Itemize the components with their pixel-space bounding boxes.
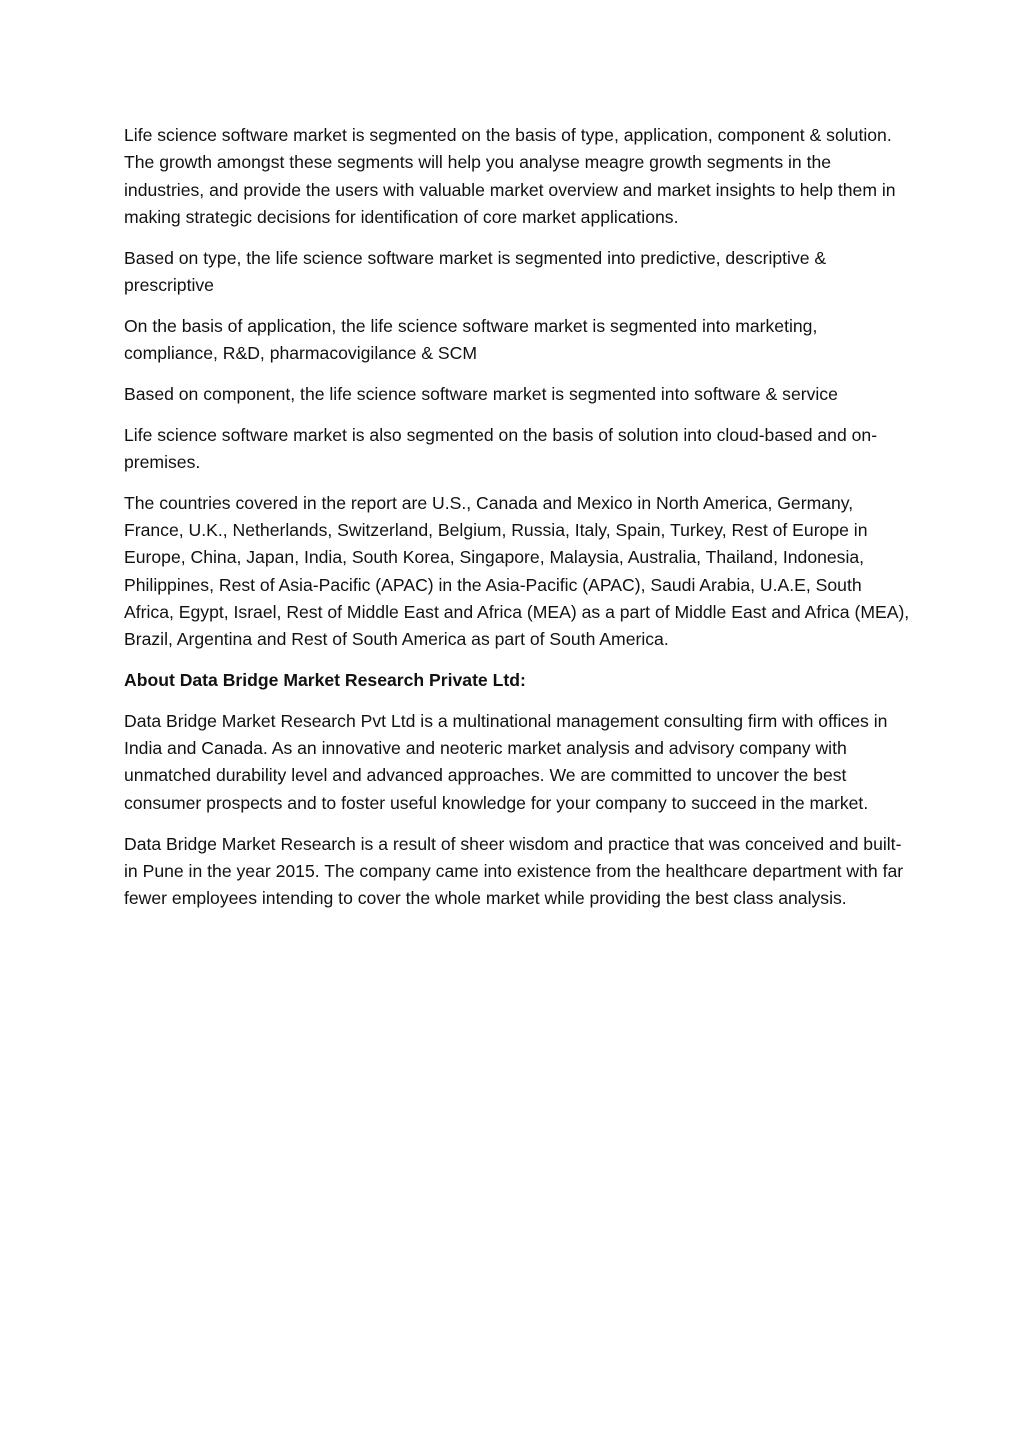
paragraph-segmentation-overview: Life science software market is segmented on the basis of type, application, component & solution. The growth amongst these segments will help you analyse meagre growth segments in the industries, and provide the users with valuable market overview and market insights to help them in making strategic decisions for identification of core market applications. [124,125,896,227]
paragraph-company-history: Data Bridge Market Research is a result of sheer wisdom and practice that was conceived and built-in Pune in the year 2015. The company came into existence from the healthcare department with far fewer employees intending to cover the whole market while providing the best class analysis. [124,833,904,909]
paragraph-component-segment: Based on component, the life science software market is segmented into software & service [124,383,838,404]
paragraph-countries-covered: The countries covered in the report are U.S., Canada and Mexico in North America, Germany, France, U.K., Netherlands, Switzerland, Belgium, Russia, Italy, Spain, Turkey, Rest of Europe in Europe, China, Japan, India, South Korea, Singapore, Malaysia, Australia, Thailand, Indonesia, Philippines, Rest of Asia-Pacific (APAC) in the Asia-Pacific (APAC), Saudi Arabia, U.A.E, South Africa, Egypt, Israel, Rest of Middle East and Africa (MEA) as a part of Middle East and Africa (MEA), Brazil, Argentina and Rest of South America as part of South America. [124,492,910,650]
about-heading: About Data Bridge Market Research Private Ltd: [124,670,526,691]
paragraph-about-company: Data Bridge Market Research Pvt Ltd is a multinational management consulting firm with offices in India and Canada. As an innovative and neoteric market analysis and advisory company with unmatched durability level and advanced approaches. We are committed to uncover the best consumer prospects and to foster useful knowledge for your company to succeed in the market. [124,710,888,813]
document-body [124,122,914,926]
paragraph-solution-segment: Life science software market is also segmented on the basis of solution into cloud-based and on-premises. [124,424,878,472]
paragraph-type-segment: Based on type, the life science software market is segmented into predictive, descriptive & prescriptive [124,247,827,295]
paragraph-application-segment: On the basis of application, the life science software market is segmented into marketing, compliance, R&D, pharmacovigilance & SCM [124,315,818,364]
